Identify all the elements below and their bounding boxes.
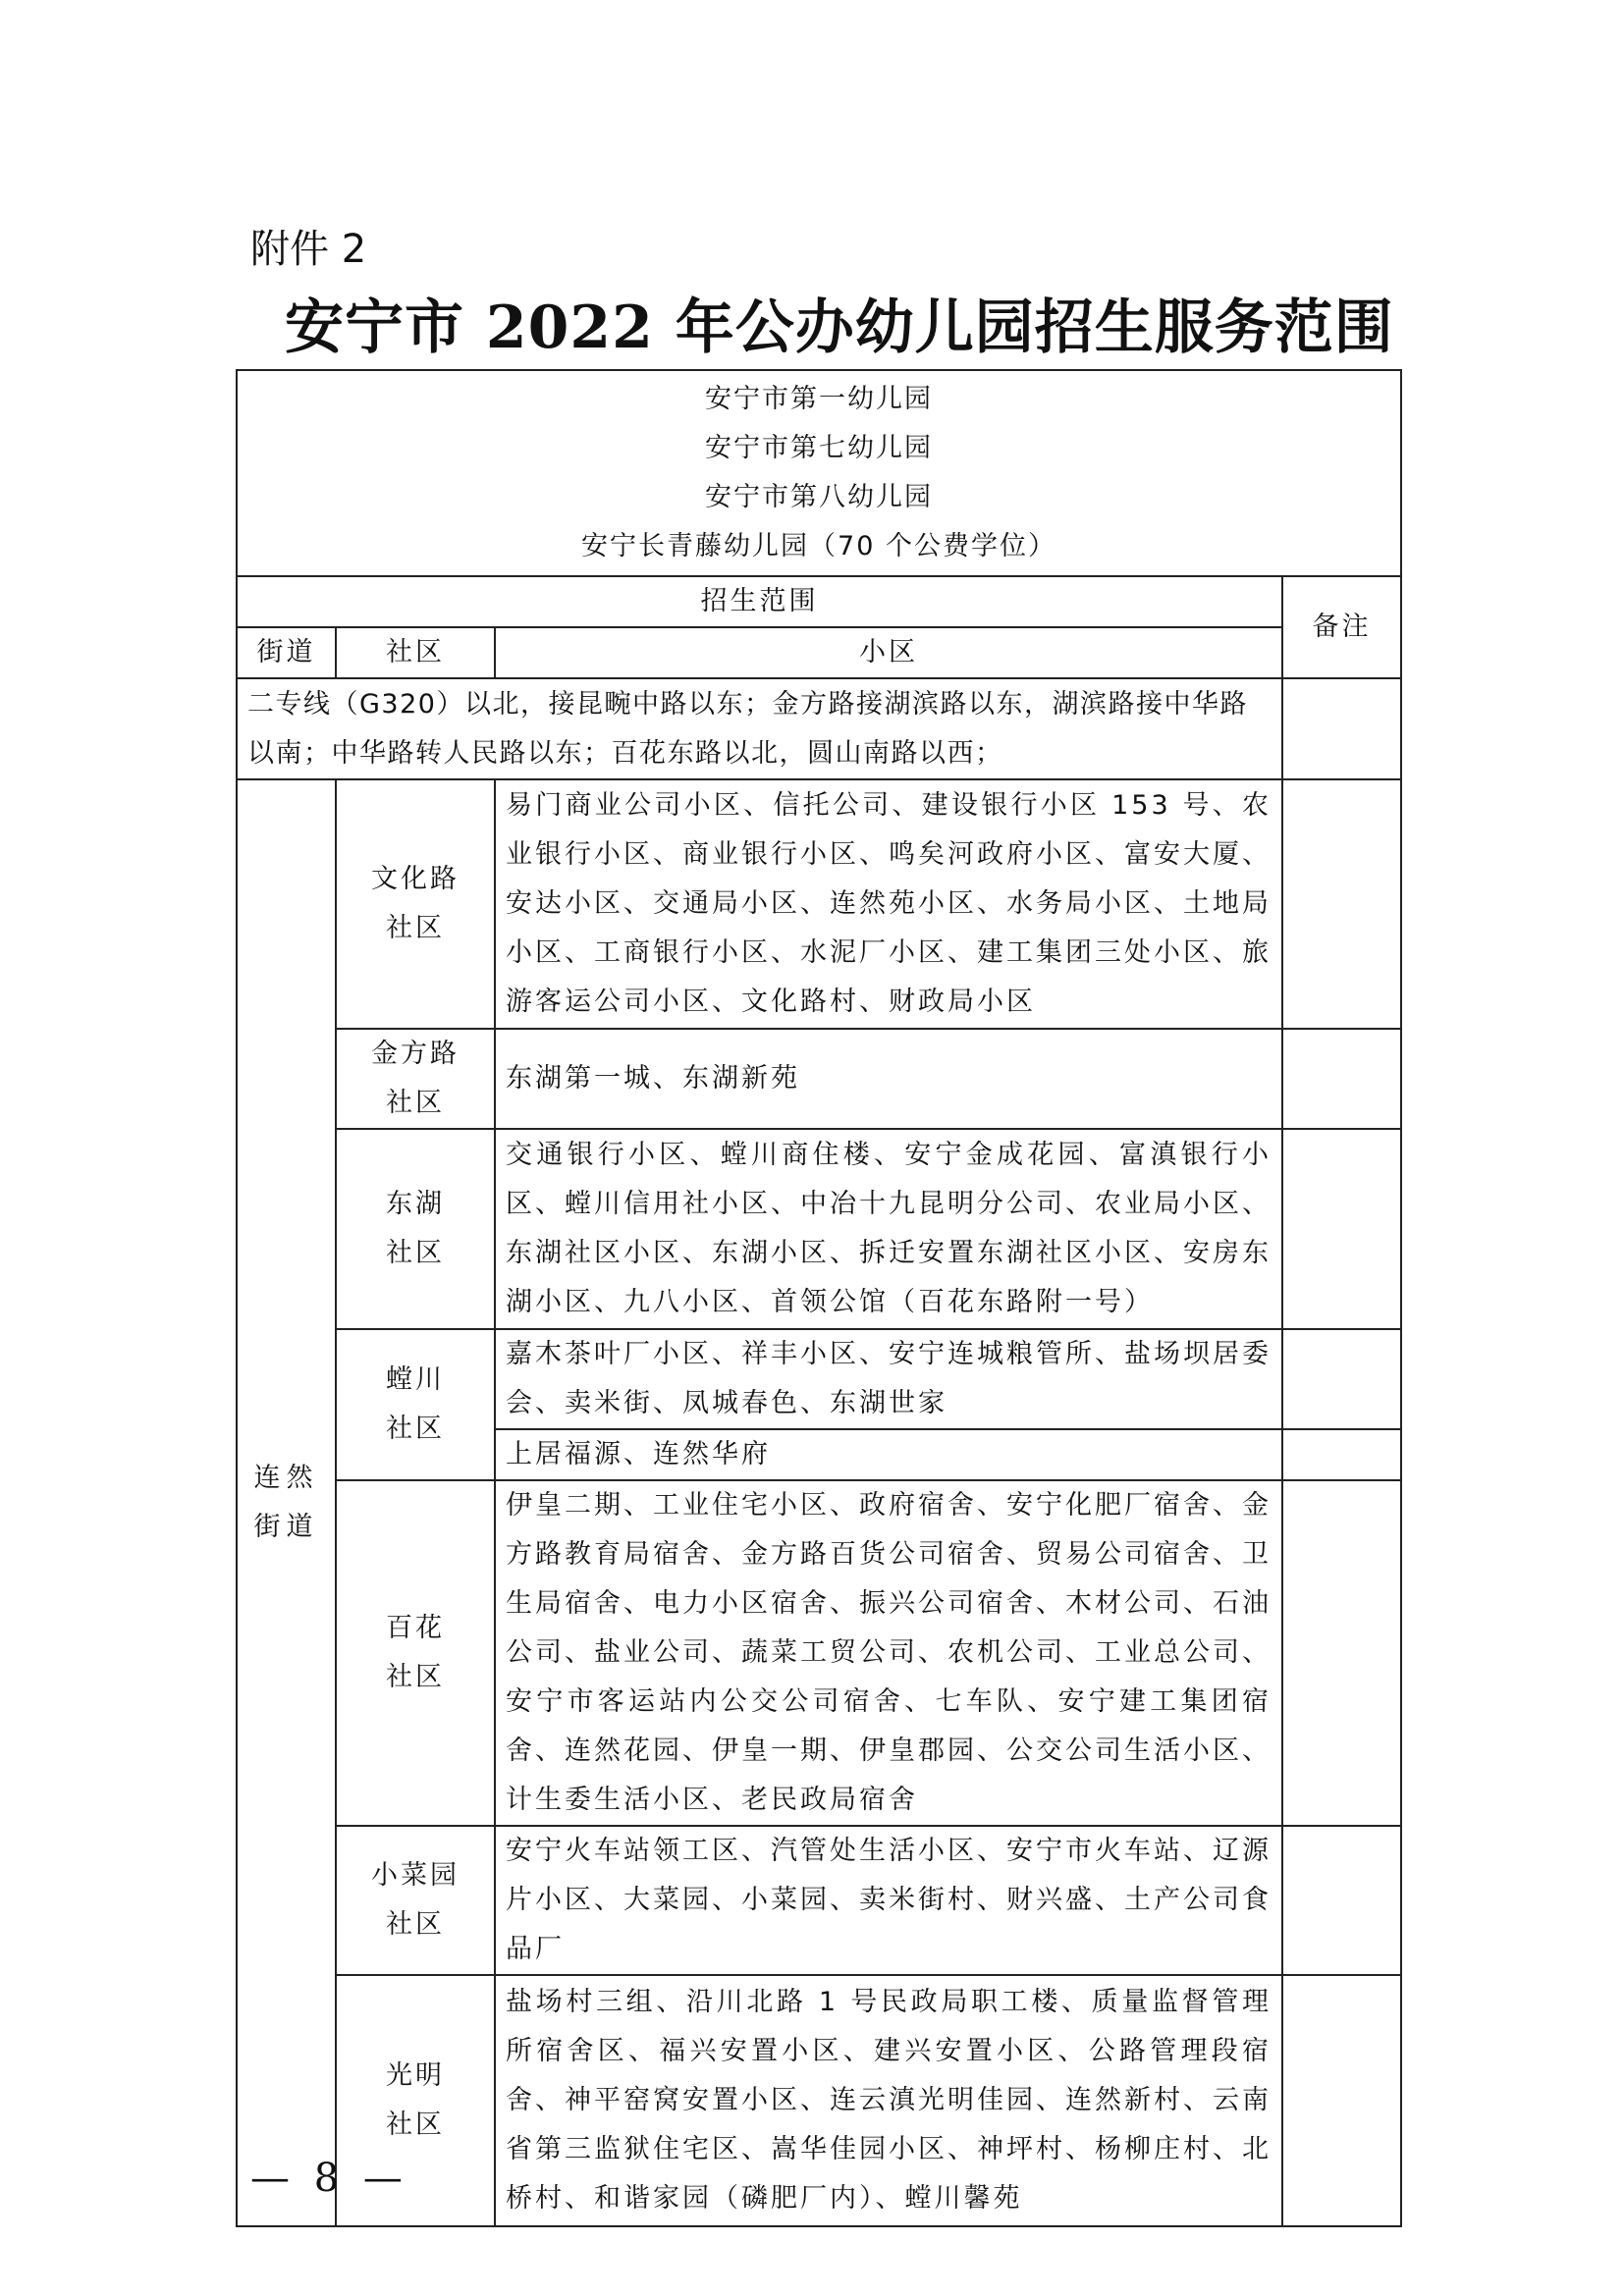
residential-header: 小区 xyxy=(495,627,1282,678)
street-name: 连然 xyxy=(253,1463,319,1493)
remark-cell xyxy=(1282,779,1401,1029)
community-name: 文化路 xyxy=(371,864,460,894)
boundary-description: 二专线（G320）以北，接昆畹中路以东；金方路接湖滨路以东，湖滨路接中华路以南；中华路转人民路以东；百花东路以北，圆山南路以西； xyxy=(237,678,1282,779)
community-name: 社区 xyxy=(386,1909,445,1940)
residential-list: 交通银行小区、螳川商住楼、安宁金成花园、富滇银行小区、螳川信用社小区、中冶十九昆明分公司、农业局小区、东湖社区小区、东湖小区、拆迁安置东湖社区小区、安房东湖小区、九八小区、首领公馆（百花东路附一号） xyxy=(495,1129,1282,1329)
page-number: — 8 — xyxy=(250,2156,408,2201)
remark-cell xyxy=(1282,1029,1401,1129)
community-name: 东湖 xyxy=(386,1189,445,1219)
remark-cell xyxy=(1282,1975,1401,2226)
school-name: 安宁市第一幼儿园 xyxy=(705,384,933,414)
community-name-cell xyxy=(336,1826,495,1975)
community-name: 社区 xyxy=(386,1662,445,1692)
community-header: 社区 xyxy=(336,627,495,678)
residential-list: 东湖第一城、东湖新苑 xyxy=(495,1029,1282,1129)
document-title: 安宁市 2022 年公办幼儿园招生服务范围 xyxy=(285,294,1394,362)
school-name: 安宁长青藤幼儿园（70 个公费学位） xyxy=(581,531,1056,561)
community-name-cell xyxy=(336,1129,495,1329)
school-names-cell xyxy=(237,370,1401,576)
remark-cell xyxy=(1282,1480,1401,1826)
community-name: 光明 xyxy=(386,2060,445,2091)
street-header: 街道 xyxy=(237,627,336,678)
remark-cell xyxy=(1282,1129,1401,1329)
residential-list: 盐场村三组、沿川北路 1 号民政局职工楼、质量监督管理所宿舍区、福兴安置小区、建兴安置小区、公路管理段宿舍、神平窑窝安置小区、连云滇光明佳园、连然新村、云南省第三监狱住宅区、嵩华佳园小区、神坪村、杨柳庄村、北桥村、和谐家园（磷肥厂内）、螳川馨苑 xyxy=(495,1975,1282,2226)
community-name-cell xyxy=(336,1480,495,1826)
street-name: 街道 xyxy=(253,1512,319,1542)
community-name: 社区 xyxy=(386,1414,445,1444)
remark-cell xyxy=(1282,678,1401,779)
community-name-cell xyxy=(336,1029,495,1129)
attachment-label: 附件 2 xyxy=(250,227,367,272)
community-name: 社区 xyxy=(386,913,445,943)
residential-list: 上居福源、连然华府 xyxy=(495,1429,1282,1480)
remark-cell xyxy=(1282,1429,1401,1480)
remark-cell xyxy=(1282,1329,1401,1429)
enrollment-scope-table xyxy=(236,369,1402,2227)
remark-header: 备注 xyxy=(1282,576,1401,678)
community-name: 螳川 xyxy=(386,1364,445,1395)
school-name: 安宁市第八幼儿园 xyxy=(705,482,933,512)
community-name: 金方路 xyxy=(371,1039,460,1069)
residential-list: 伊皇二期、工业住宅小区、政府宿舍、安宁化肥厂宿舍、金方路教育局宿舍、金方路百货公司宿舍、贸易公司宿舍、卫生局宿舍、电力小区宿舍、振兴公司宿舍、木材公司、石油公司、盐业公司、蔬菜工贸公司、农机公司、工业总公司、安宁市客运站内公交公司宿舍、七车队、安宁建工集团宿舍、连然花园、伊皇一期、伊皇郡园、公交公司生活小区、计生委生活小区、老民政局宿舍 xyxy=(495,1480,1282,1826)
community-name-cell xyxy=(336,779,495,1029)
scope-header: 招生范围 xyxy=(237,576,1282,627)
residential-list: 安宁火车站领工区、汽管处生活小区、安宁市火车站、辽源片小区、大菜园、小菜园、卖米街村、财兴盛、土产公司食品厂 xyxy=(495,1826,1282,1975)
residential-list: 易门商业公司小区、信托公司、建设银行小区 153 号、农业银行小区、商业银行小区、鸣矣河政府小区、富安大厦、安达小区、交通局小区、连然苑小区、水务局小区、土地局小区、工商银行小区、水泥厂小区、建工集团三处小区、旅游客运公司小区、文化路村、财政局小区 xyxy=(495,779,1282,1029)
community-name-cell xyxy=(336,1329,495,1480)
remark-cell xyxy=(1282,1826,1401,1975)
school-name: 安宁市第七幼儿园 xyxy=(705,433,933,463)
community-name: 社区 xyxy=(386,1238,445,1268)
community-name: 百花 xyxy=(386,1613,445,1643)
community-name: 社区 xyxy=(386,2109,445,2140)
street-name-cell xyxy=(237,779,336,2226)
community-name: 小菜园 xyxy=(371,1860,460,1891)
residential-list: 嘉木茶叶厂小区、祥丰小区、安宁连城粮管所、盐场坝居委会、卖米街、凤城春色、东湖世家 xyxy=(495,1329,1282,1429)
community-name: 社区 xyxy=(386,1088,445,1118)
